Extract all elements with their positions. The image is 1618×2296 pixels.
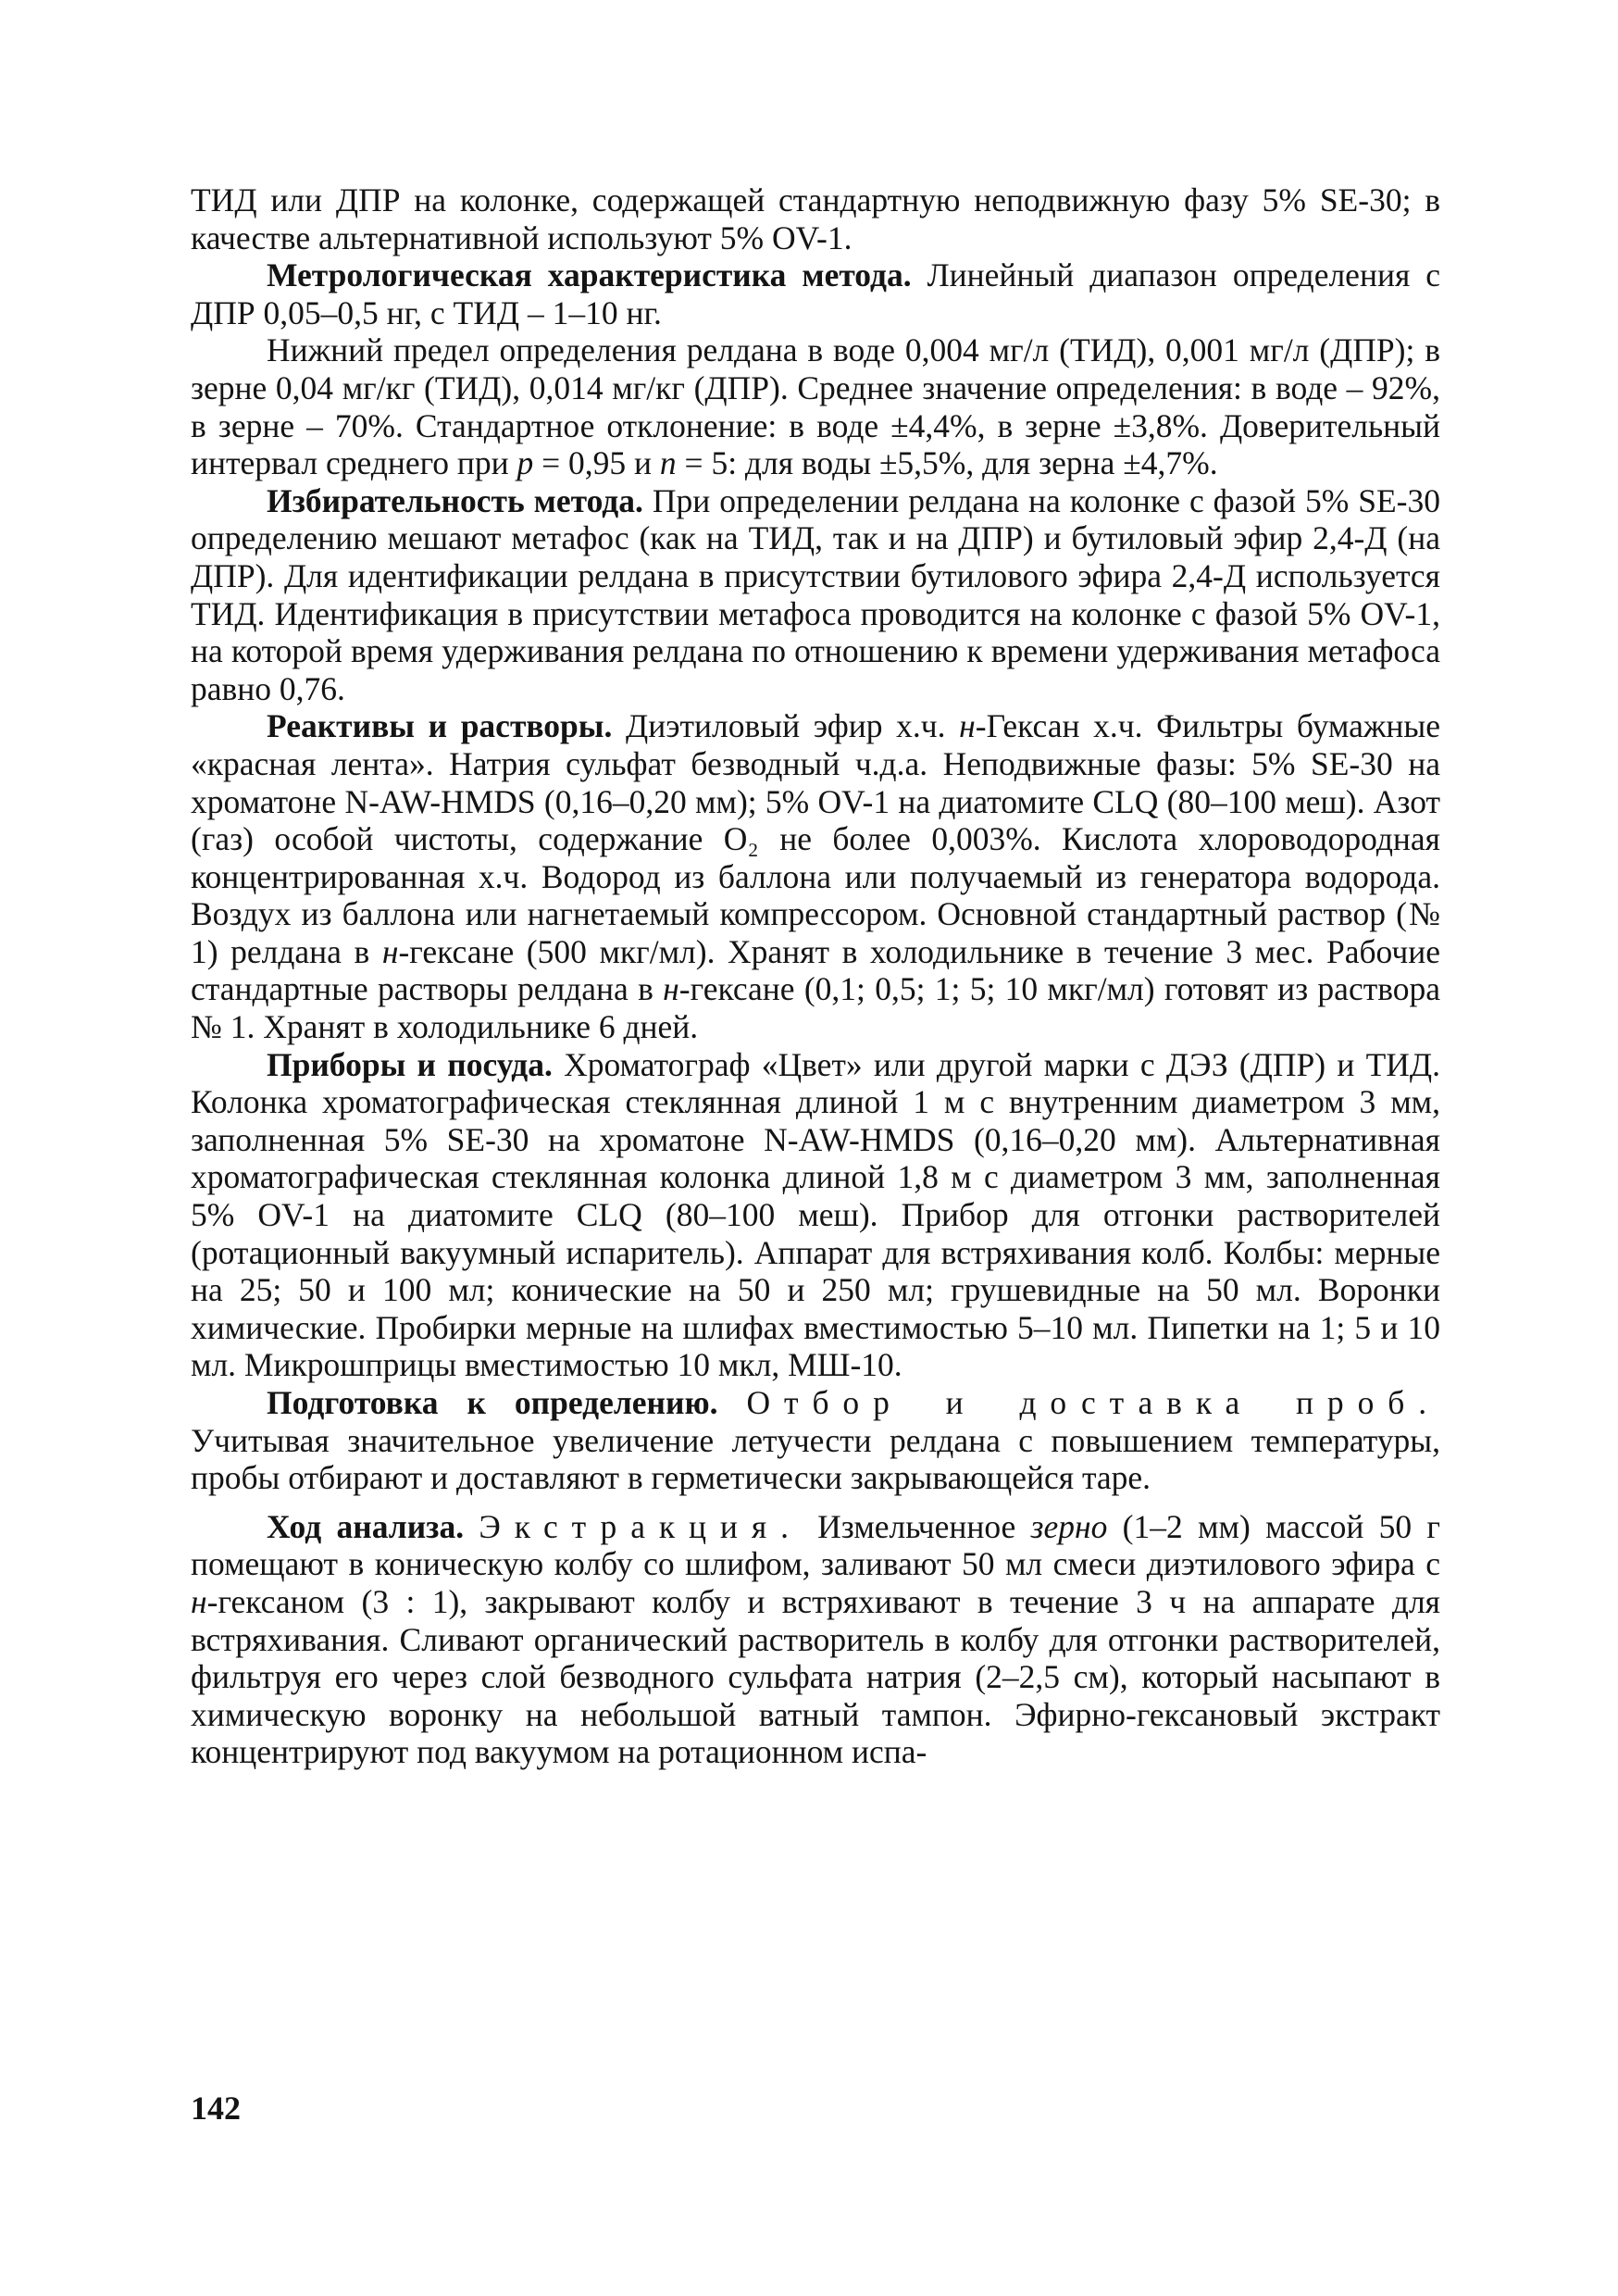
text-run: -Гексан х.ч. Фильтры бумажные «красная лента». Натрия сульфат безводный ч.д.а. Неподвижные фазы: 5% SE-30 на хроматоне N-AW-HMDS (0,16–0,20 мм); 5% OV-1 на диатомите CLQ (80–100 меш). Азот (газ) особой чистоты, содержание O₂ не более 0,003%. Кислота хлороводородная концентрированная х.ч. Водород из баллона или получаемый из генератора водорода. Воздух из баллона или нагнетаемый компрессором. Основной стандартный раствор (№ 1) релдана в [191,707,1440,970]
section-heading: Метрологическая характеристика метода. [267,256,912,294]
paragraph-selectivity [191,482,1440,708]
section-heading: Подготовка к определению. [267,1384,718,1421]
paragraph-detection-limits [191,331,1440,481]
paragraph-preparation [191,1384,1440,1497]
paragraph-metrology [191,256,1440,331]
italic-term: зерно [1030,1507,1108,1545]
paragraph-reagents [191,707,1440,1045]
text-run: Хроматограф «Цвет» или другой марки с ДЭЗ (ДПР) и ТИД. Колонка хроматографическая стеклянная длиной 1 м с внутренним диаметром 3 мм, заполненная 5% SE-30 на хроматоне N-AW-HMDS (0,16–0,20 мм). Альтернативная хроматографическая стеклянная колонка длиной 1,8 м с диаметром 3 мм, заполненная 5% OV-1 на диатомите CLQ (80–100 меш). Прибор для отгонки растворителей (ротационный вакуумный испаритель). Аппарат для встряхивания колб. Колбы: мерные на 25; 50 и 100 мл; конические на 50 и 250 мл; грушевидные на 50 мл. Воронки химические. Пробирки мерные на шлифах вместимостью 5–10 мл. Пипетки на 1; 5 и 10 мл. Микрошприцы вместимостью 10 мкл, МШ-10. [191,1045,1440,1384]
italic-symbol: н [959,707,976,745]
text-run: При определении релдана на колонке с фазой 5% SE-30 определению мешают метафос (как на ТИД, так и на ДПР) и бутиловый эфир 2,4-Д (на ДПР). Для идентификации релдана в присутствии бутилового эфира 2,4-Д используется ТИД. Идентификация в присутствии метафоса проводится на колонке с фазой 5% OV-1, на которой время удерживания релдана по отношению к времени удерживания метафоса равно 0,76. [191,481,1440,707]
page-number: 142 [191,2090,241,2127]
spaced-subheading: Отбор и доставка проб. [746,1384,1440,1421]
text-run: (1–2 мм) массой 50 г помещают в коническую колбу со шлифом, заливают 50 мл смеси диэтилового эфира с [191,1507,1440,1583]
paragraph-equipment [191,1046,1440,1384]
italic-symbol: p [517,444,534,482]
text-run: -гексане (500 мкг/мл). Хранят в холодильнике в течение 3 мес. Рабочие стандартные растворы релдана в [191,932,1440,1008]
text-run: = 0,95 и [533,444,660,482]
text-run: Измельченное [802,1507,1031,1545]
paragraph-analysis [191,1508,1440,1771]
italic-symbol: н [663,970,679,1008]
spaced-subheading: Экстракция. [479,1507,803,1545]
text-run: -гексаном (3 : 1), закрывают колбу и встряхивают в течение 3 ч на аппарате для встряхивания. Сливают органический растворитель в колбу для отгонки растворителей, фильтруя его через слой безводного сульфата натрия (2–2,5 см), который насыпают в химическую воронку на небольшой ватный тампон. Эфирно-гексановый экстракт концентрируют под вакуумом на ротационном испа- [191,1582,1440,1771]
text-run: Линейный диапазон определения с ДПР 0,05–0,5 нг, с ТИД – 1–10 нг. [191,256,1440,331]
section-heading: Ход анализа. [267,1507,465,1545]
italic-symbol: н [381,932,399,970]
italic-symbol: н [191,1582,207,1620]
text-run [717,1384,746,1421]
text-run: ТИД или ДПР на колонке, содержащей стандартную неподвижную фазу 5% SE-30; в качестве альтернативной используют 5% OV-1. [191,181,1440,256]
italic-symbol: n [659,444,677,482]
text-run: -гексане (0,1; 0,5; 1; 5; 10 мкг/мл) готовят из раствора № 1. Хранят в холодильнике 6 дней. [191,970,1440,1046]
section-heading: Реактивы и растворы. [267,707,613,745]
paragraph-intro [191,181,1440,256]
text-run [464,1508,479,1545]
document-body [191,181,1440,1771]
text-run: = 5: для воды ±5,5%, для зерна ±4,7%. [676,444,1218,482]
text-run: Нижний предел определения релдана в воде 0,004 мг/л (ТИД), 0,001 мг/л (ДПР); в зерне 0,04 мг/кг (ТИД), 0,014 мг/кг (ДПР). Среднее значение определения: в воде – 92%, в зерне – 70%. Стандартное отклонение: в воде ±4,4%, в зерне ±3,8%. Доверительный интервал среднего при [191,331,1440,482]
section-heading: Избирательность метода. [267,481,643,519]
text-run: Учитывая значительное увеличение летучести релдана с повышением температуры, пробы отбирают и доставляют в герметически закрывающейся таре. [191,1421,1440,1497]
section-heading: Приборы и посуда. [267,1045,553,1083]
text-run: Диэтиловый эфир х.ч. [612,707,960,745]
